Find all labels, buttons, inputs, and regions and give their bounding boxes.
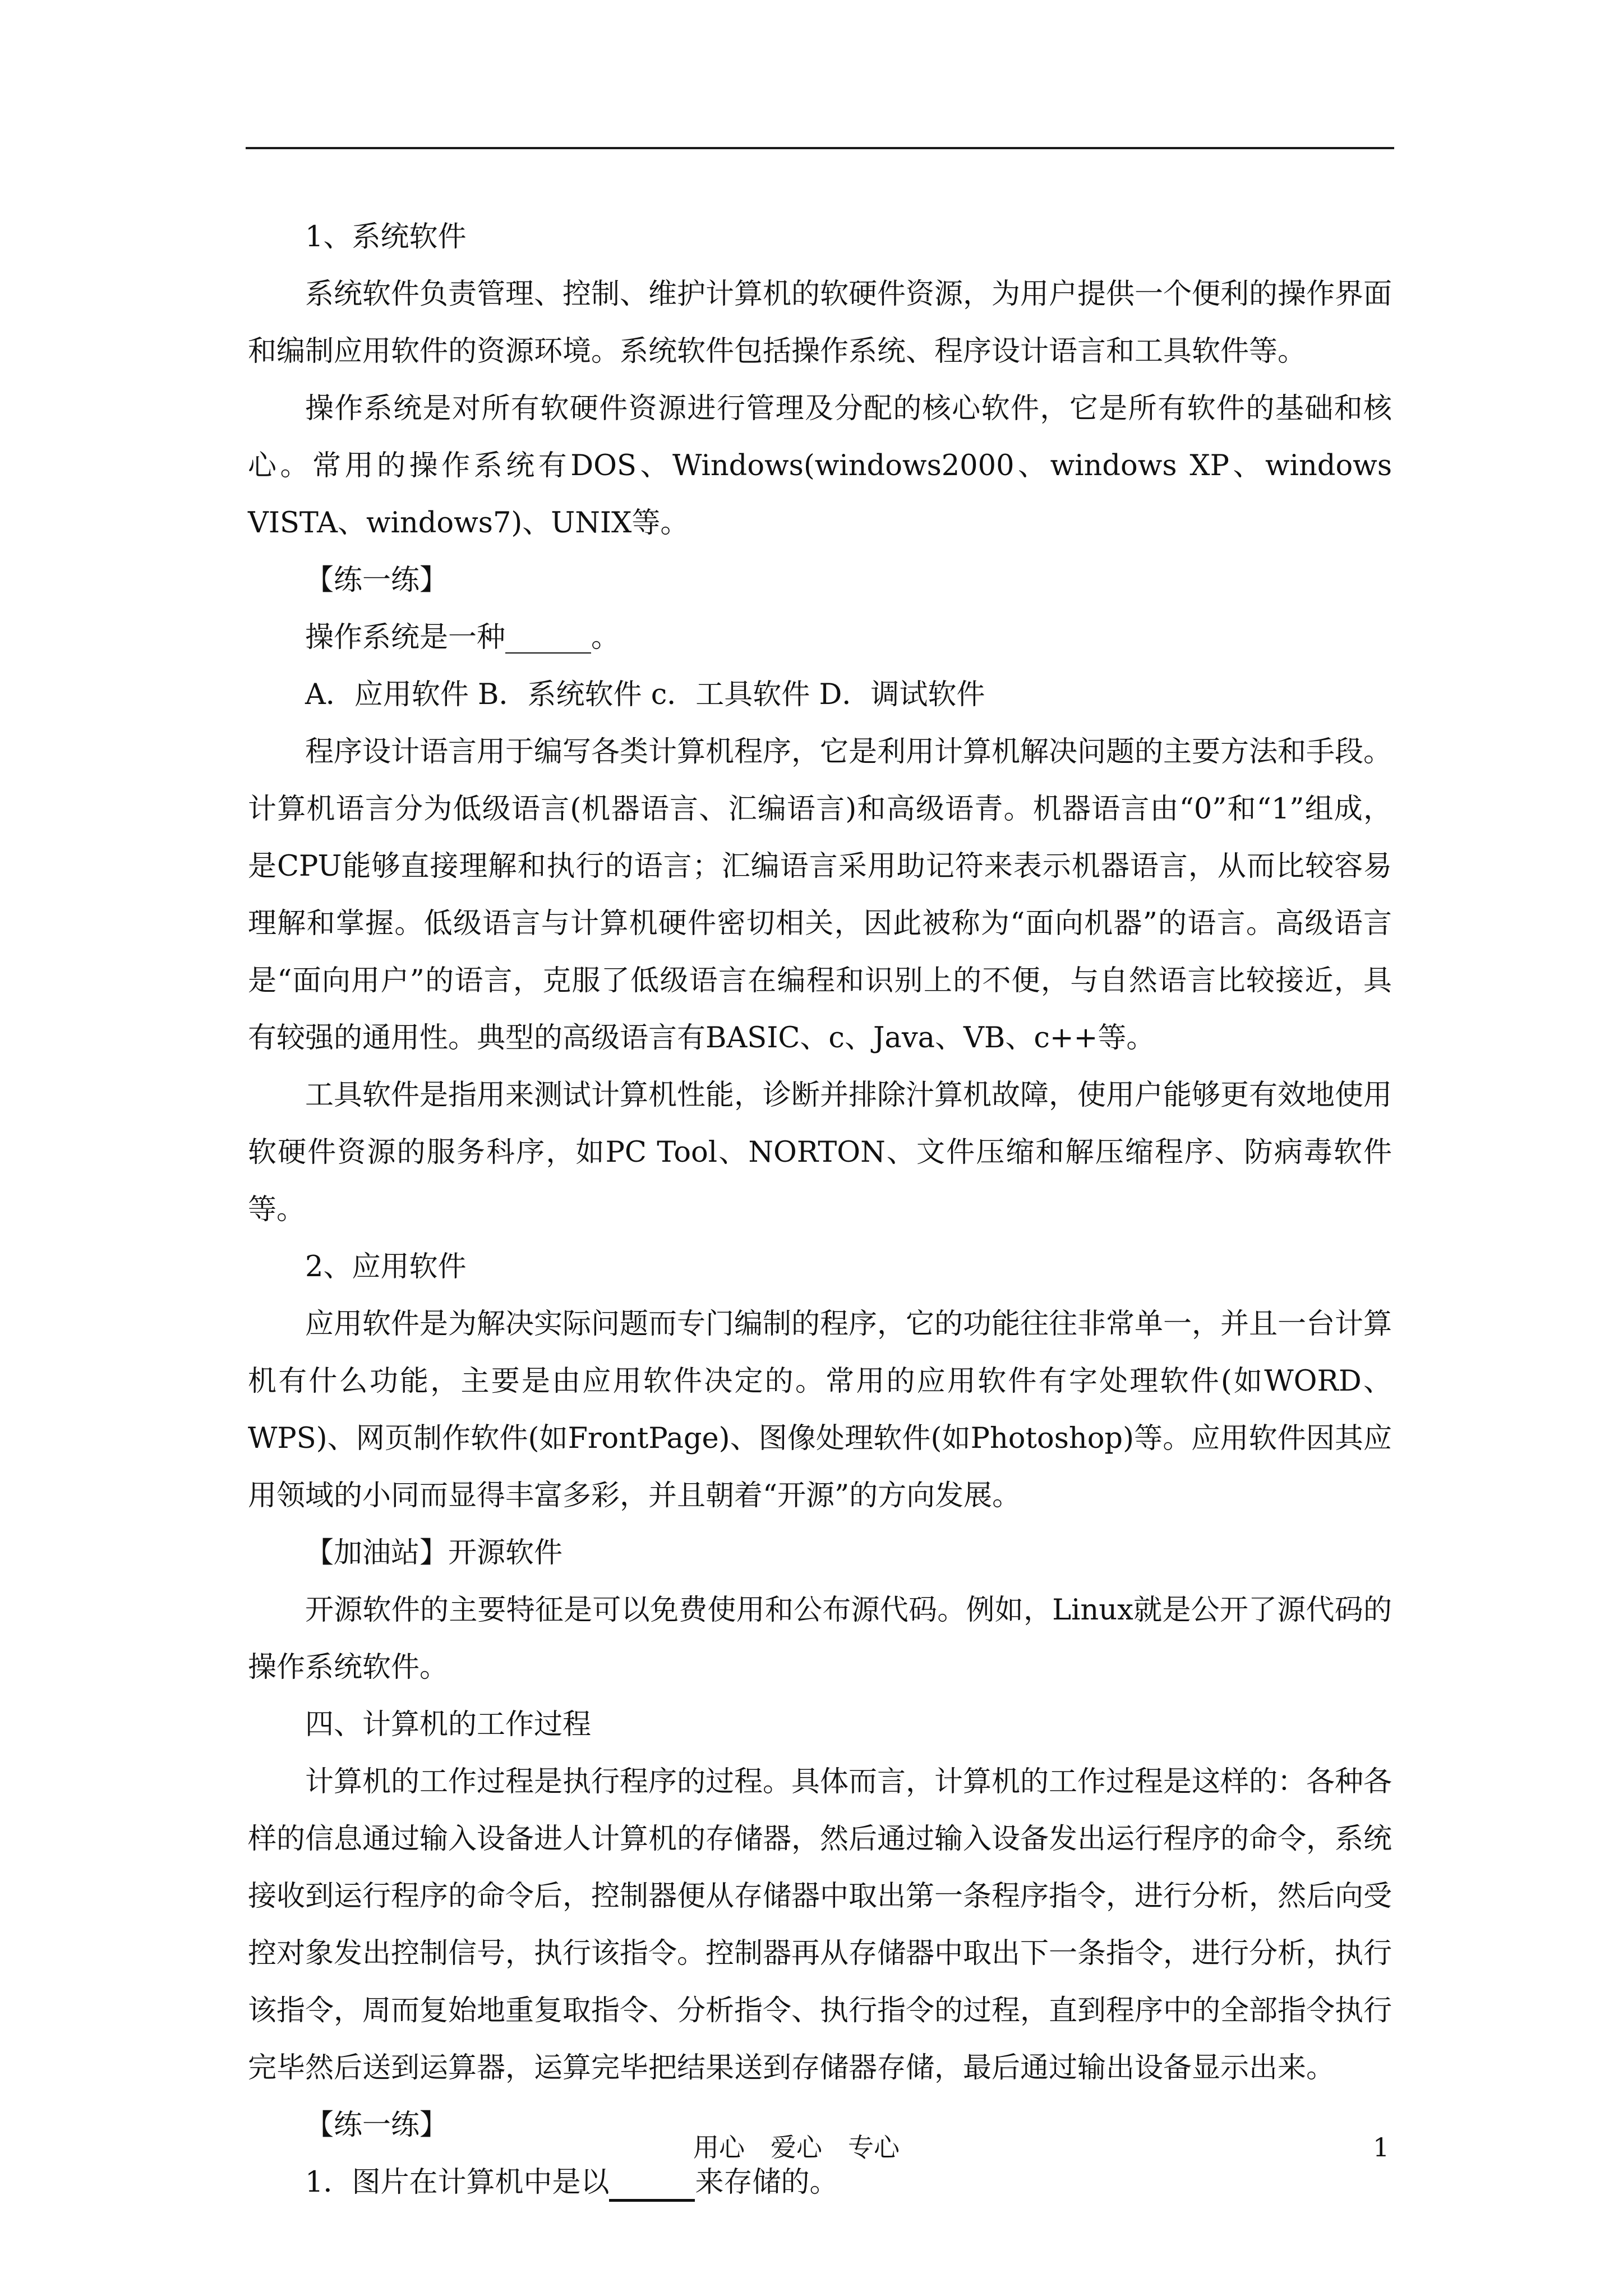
document-body (248, 209, 1392, 2211)
section-heading: 四、计算机的工作过程 (305, 1708, 592, 1741)
question-end: 来存储的。 (695, 2166, 838, 2199)
page-footer (0, 2125, 1623, 2170)
section-heading: 2、应用软件 (305, 1250, 467, 1283)
question-text: 操作系统是一种 (305, 621, 506, 654)
question (248, 609, 1392, 666)
paragraph: 计算机的工作过程是执行程序的过程。具体而言，计算机的工作过程是这样的：各种各样的信息通过输入设备进人计算机的存储器，然后通过输入设备发出运行程序的命令，系统接收到运行程序的命令后，控制器便从存储器中取出第一条程序指令，进行分析，然后向受控对象发出控制信号，执行该指令。控制器再从存储器中取出下一条指令，进行分析，执行该指令，周而复始地重复取指令、分析指令、执行指令的过程，直到程序中的全部指令执行完毕然后送到运算器，运算完毕把结果送到存储器存储，最后通过输出设备显示出来。 (248, 1765, 1393, 2085)
answer-blank: ______ (505, 621, 592, 654)
header-rule (246, 147, 1394, 149)
question-end: 。 (591, 621, 620, 654)
paragraph: 开源软件的主要特征是可以免费使用和公布源代码。例如，Linux就是公开了源代码的操作系统软件。 (248, 1594, 1392, 1684)
question-text: 1．图片在计算机中是以 (305, 2166, 610, 2199)
paragraph: 应用软件是为解决实际问题而专门编制的程序，它的功能往往非常单一，并且一台计算机有什么功能，主要是由应用软件决定的。常用的应用软件有字处理软件(如WORD、WPS)、网页制作软件(如FrontPage)、图像处理软件(如Photoshop)等。应用软件因其应用领域的小同而显得丰富多彩，并且朝着“开源”的方向发展。 (248, 1308, 1393, 1512)
footer-slogan: 用心 爱心 专心 (693, 2132, 900, 2162)
paragraph: 工具软件是指用来测试计算机性能，诊断并排除汁算机故障，使用户能够更有效地使用软硬件资源的服务科序，如PC Tool、NORTON、文件压缩和解压缩程序、防病毒软件等。 (248, 1079, 1393, 1226)
practice-label: 【练一练】 (305, 564, 449, 597)
paragraph: 操作系统是对所有软硬件资源进行管理及分配的核心软件，它是所有软件的基础和核心。常用的操作系统有DOS、Windows(windows2000、windows XP、windows VISTA、windows7)、UNIX等。 (248, 392, 1392, 540)
paragraph: 系统软件负责管理、控制、维护计算机的软硬件资源，为用户提供一个便利的操作界面和编制应用软件的资源环境。系统软件包括操作系统、程序设计语言和工具软件等。 (248, 278, 1393, 368)
tip-label: 【加油站】开源软件 (305, 1536, 563, 1570)
section-heading: 1、系统软件 (305, 220, 467, 254)
answer-options: A．应用软件 B．系统软件 c．工具软件 D．调试软件 (305, 678, 985, 711)
page-number: 1 (1373, 2132, 1390, 2162)
practice-label: 【练一练】 (305, 2109, 449, 2142)
paragraph: 程序设计语言用于编写各类计算机程序，它是利用计算机解决问题的主要方法和手段。计算机语言分为低级语言(机器语言、汇编语言)和高级语青。机器语言由“0”和“1”组成，是CPU能够直接理解和执行的语言；汇编语言采用助记符来表示机器语言，从而比较容易理解和掌握。低级语言与计算机硬件密切相关，因此被称为“面向机器”的语言。高级语言是“面向用户”的语言，克服了低级语言在编程和识别上的不便，与自然语言比较接近，具有较强的通用性。典型的高级语言有BASIC、c、Java、VB、c++等。 (248, 735, 1393, 1055)
answer-blank (609, 2166, 695, 2202)
